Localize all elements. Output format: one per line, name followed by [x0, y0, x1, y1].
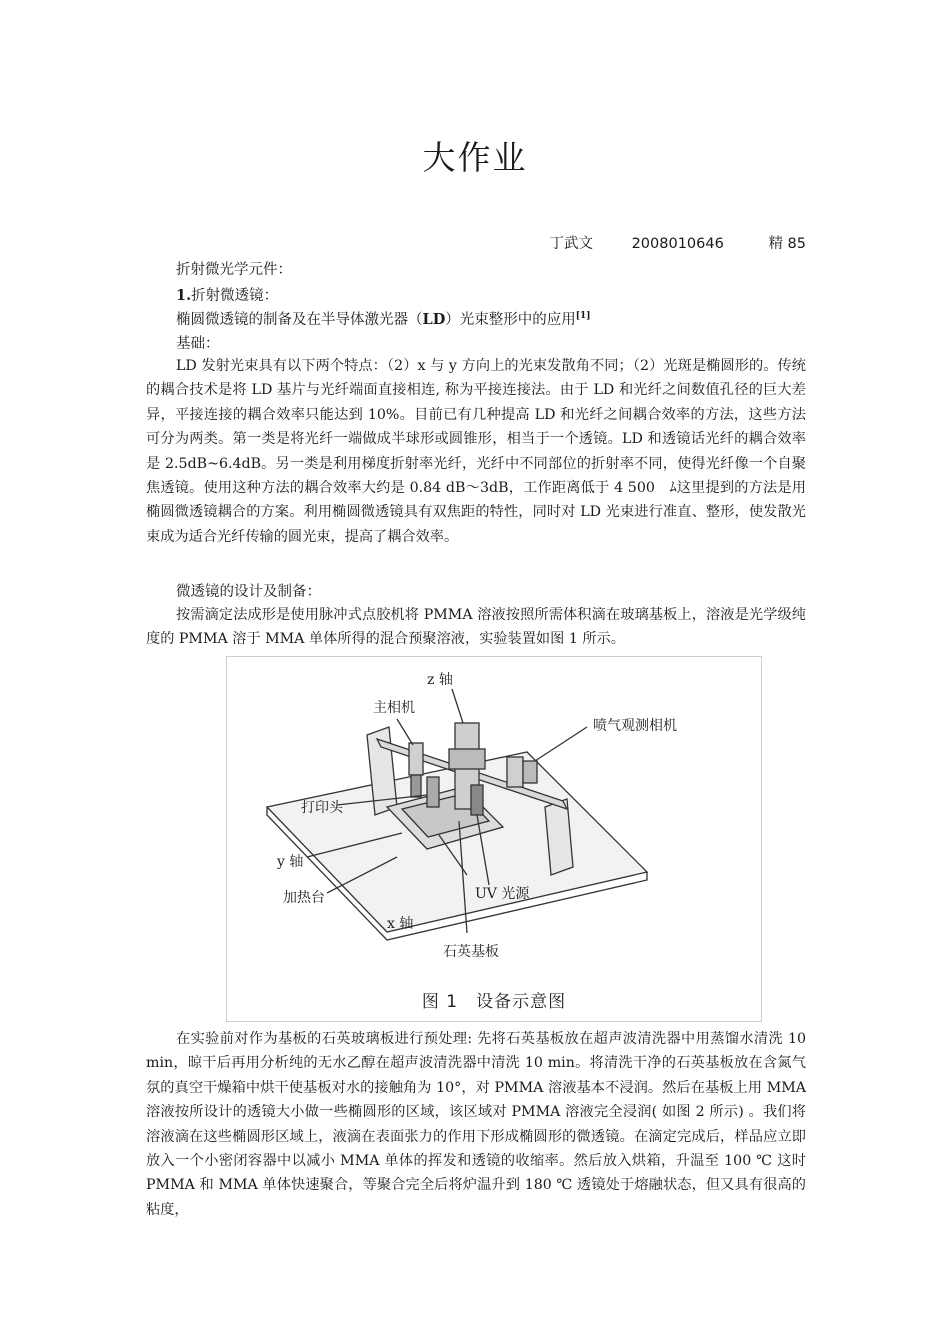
- document-title: 大作业: [422, 138, 528, 177]
- subsection-number: 1.: [176, 287, 192, 304]
- label-y-axis: y 轴: [277, 854, 304, 870]
- label-x-axis: x 轴: [387, 916, 414, 932]
- section-heading: 折射微光学元件：: [176, 262, 292, 278]
- subsection-heading: [176, 284, 278, 305]
- leader-z: [452, 689, 463, 723]
- student-id: 2008010646: [631, 236, 724, 252]
- label-heater: 加热台: [283, 890, 325, 906]
- basis-heading: 基础：: [176, 336, 220, 352]
- label-quartz: 石英基板: [443, 944, 499, 960]
- uv-lamp: [471, 785, 483, 815]
- paragraph-preprocessing: 在实验前对作为基板的石英玻璃板进行预处理: 先将石英基板放在超声波清洗器中用蒸馏水清洗 10 min，晾干后再用分析纯的无水乙醇在超声波清洗器中清洗 10 min。将清洗干净的石英基板放在含氮气氛的真空干燥箱中烘干使基板对水的接触角为 10°，对 PMMA 溶液基本不浸润。然后在基板上用 MMA 溶液按所设计的透镜大小做一些椭圆形的区域，该区域对 PMMA 溶液完全浸润( 如图 2 所示) 。我们将溶液滴在这些椭圆形区域上，液滴在表面张力的作用下形成椭圆形的微透镜。在滴定完成后，样品应立即放入一个小密闭容器中以减小 MMA 单体的挥发和透镜的收缩率。然后放入烘箱，升温至 100 ℃ 这时 PMMA 和 MMA 单体快速聚合，等聚合完全后将炉温升到 180 ℃ 透镜处于熔融状态，但又具有很高的粘度，: [146, 1031, 806, 1218]
- design-heading: 微透镜的设计及制备：: [176, 584, 321, 600]
- paragraph-method: 按需滴定法成形是使用脉冲式点胶机将 PMMA 溶液按照所需体积滴在玻璃基板上，溶液是光学级纯度的 PMMA 溶于 MMA 单体所得的混合预聚溶液，实验装置如图 1 所示。: [146, 607, 806, 648]
- leader-camera: [397, 719, 413, 745]
- author-line: [549, 232, 806, 253]
- z-carriage: [449, 749, 485, 769]
- label-z-axis: z 轴: [427, 672, 453, 688]
- paper-title-part2: ）光束整形中的应用: [445, 312, 576, 328]
- label-uv: UV 光源: [475, 886, 530, 902]
- equipment-figure: [226, 656, 762, 1022]
- figure-caption: 图 1 设备示意图: [421, 992, 567, 1012]
- paper-title-ld: LD: [422, 311, 446, 328]
- paper-title: [176, 308, 591, 329]
- print-head: [427, 777, 439, 807]
- author-name: 丁武文: [549, 236, 593, 252]
- subsection-text: 折射微透镜：: [191, 288, 279, 304]
- class-name: 精 85: [768, 236, 806, 252]
- leader-spray: [535, 727, 587, 761]
- spray-camera: [507, 757, 523, 787]
- paragraph-ld-coupling: LD 发射光束具有以下两个特点：（2）x 与 y 方向上的光束发散角不同；（2）光斑是椭圆形的。传统的耦合技术是将 LD 基片与光纤端面直接相连, 称为平接连接法。由于 LD 和光纤之间数值孔径的巨大差异，平接连接的耦合效率只能达到 10%。目前已有几种提高 LD 和光纤之间耦合效率的方法，这些方法可分为两类。第一类是将光纤一端做成半球形或圆锥形，相当于一个透镜。LD 和透镜话光纤的耦合效率是 2.5dB~6.4dB。另一类是利用梯度折射率光纤，光纤中不同部位的折射率不同，使得光纤像一个自聚焦透镜。使用这种方法的耦合效率大约是 0.84 dB～3dB，工作距离低于 4 500 ﾑ这里提到的方法是用椭圆微透镜耦合的方案。利用椭圆微透镜具有双焦距的特性，同时对 LD 光束进行准直、整形，使发散光束成为适合光纤传输的圆光束，提高了耦合效率。: [146, 358, 806, 545]
- label-spray-camera: 喷气观测相机: [593, 718, 677, 734]
- main-camera-lens: [411, 775, 421, 797]
- main-camera: [409, 743, 423, 775]
- paper-title-part1: 椭圆微透镜的制备及在半导体激光器（: [176, 312, 423, 328]
- label-print-head: 打印头: [301, 800, 343, 816]
- equipment-drawing: [227, 657, 761, 1021]
- reference-mark: [1]: [575, 311, 591, 322]
- label-main-camera: 主相机: [373, 700, 415, 716]
- spray-camera-body: [523, 761, 537, 783]
